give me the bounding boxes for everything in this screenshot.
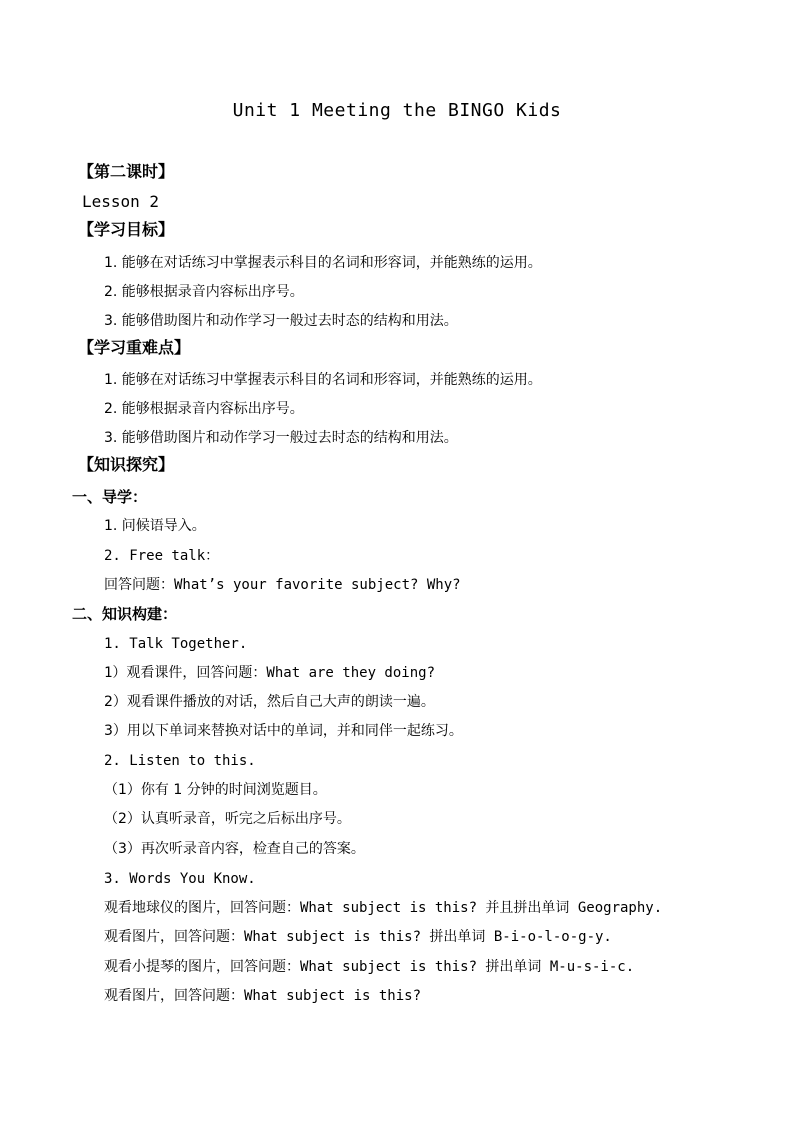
build-item: 1. Talk Together. bbox=[104, 636, 248, 652]
build-item: 1）观看课件，回答问题：What are they doing? bbox=[104, 665, 436, 681]
build-item: （3）再次听录音内容，检查自己的答案。 bbox=[104, 841, 365, 857]
build-item: 2）观看课件播放的对话，然后自己大声的朗读一遍。 bbox=[104, 694, 435, 710]
difficulty-item: 1. 能够在对话练习中掌握表示科目的名词和形容词，并能熟练的运用。 bbox=[104, 372, 542, 388]
difficulties-heading: 【学习重难点】 bbox=[78, 338, 191, 357]
build-item: （2）认真听录音，听完之后标出序号。 bbox=[104, 811, 351, 827]
guide-item: 回答问题：What’s your favorite subject? Why? bbox=[104, 577, 461, 593]
build-item: 观看地球仪的图片，回答问题：What subject is this? 并且拼出单词 Geography. bbox=[104, 900, 663, 916]
objective-item: 3. 能够借助图片和动作学习一般过去时态的结构和用法。 bbox=[104, 313, 458, 329]
difficulty-item: 2. 能够根据录音内容标出序号。 bbox=[104, 401, 304, 417]
guide-item: 2. Free talk： bbox=[104, 548, 220, 564]
build-item: （1）你有 1 分钟的时间浏览题目。 bbox=[104, 782, 327, 798]
build-heading: 二、知识构建： bbox=[72, 605, 178, 623]
lesson-label: Lesson 2 bbox=[82, 192, 160, 211]
objectives-heading: 【学习目标】 bbox=[78, 220, 175, 239]
document-title: Unit 1 Meeting the BINGO Kids bbox=[232, 100, 562, 121]
build-item: 3. Words You Know. bbox=[104, 871, 256, 887]
build-item: 2. Listen to this. bbox=[104, 753, 256, 769]
objective-item: 2. 能够根据录音内容标出序号。 bbox=[104, 284, 304, 300]
objective-item: 1. 能够在对话练习中掌握表示科目的名词和形容词，并能熟练的运用。 bbox=[104, 255, 542, 271]
difficulty-item: 3. 能够借助图片和动作学习一般过去时态的结构和用法。 bbox=[104, 430, 458, 446]
guide-item: 1. 问候语导入。 bbox=[104, 518, 206, 534]
guide-heading: 一、导学： bbox=[72, 488, 148, 506]
build-item: 3）用以下单词来替换对话中的单词，并和同伴一起练习。 bbox=[104, 723, 463, 739]
build-item: 观看图片，回答问题：What subject is this? bbox=[104, 988, 422, 1004]
explore-heading: 【知识探究】 bbox=[78, 455, 175, 474]
build-item: 观看小提琴的图片，回答问题：What subject is this? 拼出单词 M-u-s-i-c. bbox=[104, 959, 635, 975]
period-heading: 【第二课时】 bbox=[78, 162, 175, 181]
build-item: 观看图片，回答问题：What subject is this? 拼出单词 B-i-o-l-o-g-y. bbox=[104, 929, 612, 945]
